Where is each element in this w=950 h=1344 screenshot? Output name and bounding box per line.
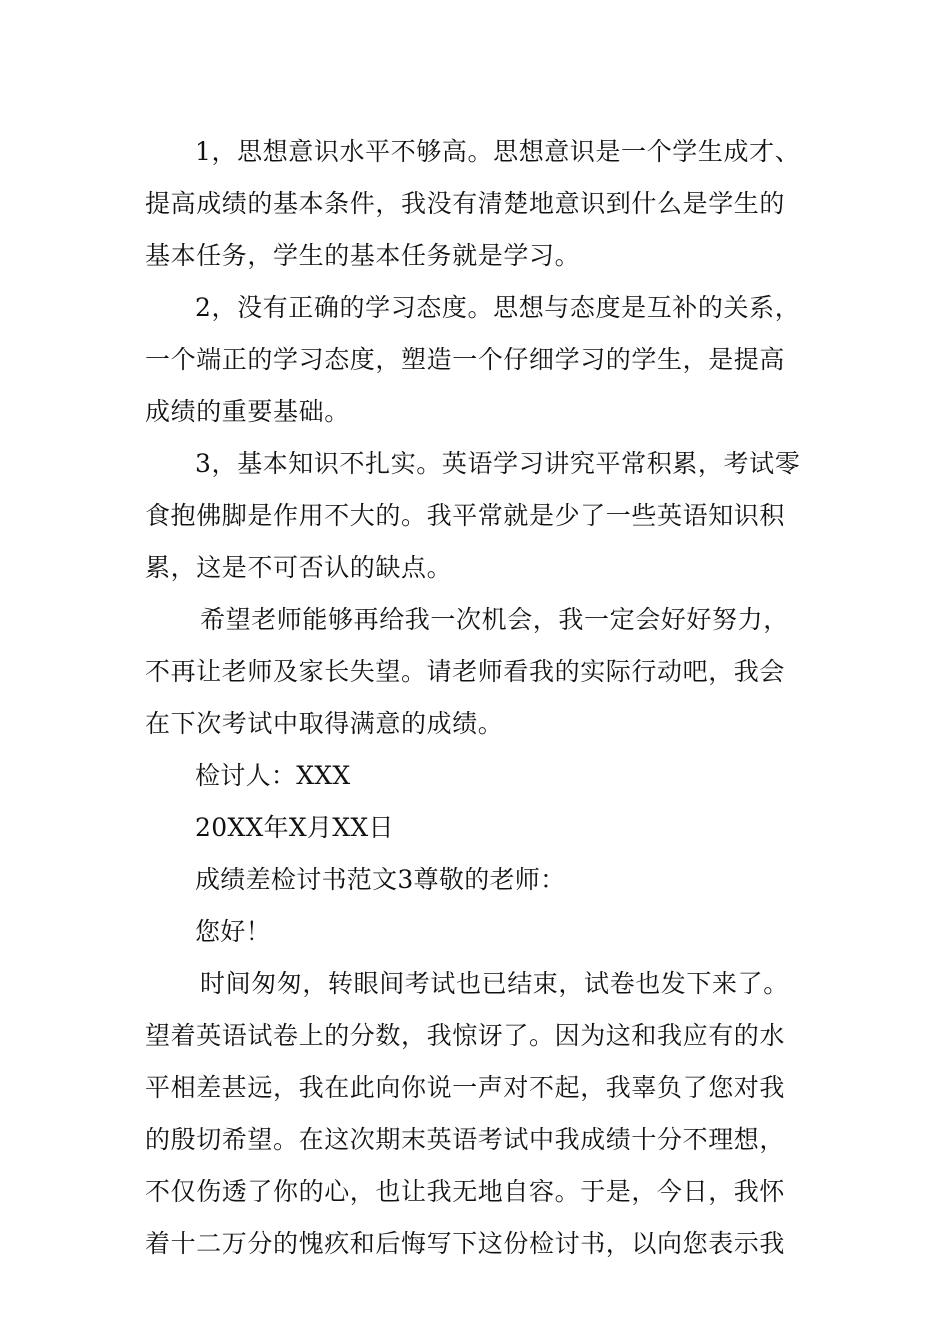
text-line: 食抱佛脚是作用不大的。我平常就是少了一些英语知识积 [145,501,786,530]
text-line: 时间匆匆，转眼间考试也已结束，试卷也发下来了。 [200,969,789,998]
document-body [145,126,811,1270]
paragraph-hope [145,594,811,750]
text-line: 基本任务，学生的基本任务就是学习。 [145,241,581,270]
text-line: 提高成绩的基本条件，我没有清楚地意识到什么是学生的 [145,189,786,218]
signer-line: 检讨人：XXX [195,761,351,790]
text-line: 着十二万分的愧疚和后悔写下这份检讨书，以向您表示我 [145,1229,786,1258]
text-line: 1，思想意识水平不够高。思想意识是一个学生成才、 [195,137,801,166]
paragraph-point-3 [145,438,811,594]
text-line: 平相差甚远，我在此向你说一声对不起，我辜负了您对我 [145,1073,786,1102]
text-line: 希望老师能够再给我一次机会，我一定会好好努力， [200,605,789,634]
text-line: 不再让老师及家长失望。请老师看我的实际行动吧，我会 [145,657,786,686]
text-line: 2，没有正确的学习态度。思想与态度是互补的关系， [195,293,801,322]
paragraph-point-1 [145,126,811,282]
text-line: 不仅伤透了你的心，也让我无地自容。于是，今日，我怀 [145,1177,786,1206]
greeting-line: 您好！ [195,917,271,946]
date-line: 20XX年X月XX日 [195,813,394,842]
text-line: 3，基本知识不扎实。英语学习讲究平常积累，考试零 [195,449,801,478]
text-line: 的殷切希望。在这次期末英语考试中我成绩十分不理想， [145,1125,786,1154]
text-line: 望着英语试卷上的分数，我惊讶了。因为这和我应有的水 [145,1021,786,1050]
section-heading: 成绩差检讨书范文3尊敬的老师： [195,865,566,894]
paragraph-apology [145,958,811,1270]
text-line: 一个端正的学习态度，塑造一个仔细学习的学生，是提高 [145,345,786,374]
text-line: 成绩的重要基础。 [145,397,350,426]
text-line: 累，这是不可否认的缺点。 [145,553,453,582]
paragraph-point-2 [145,282,811,438]
text-line: 在下次考试中取得满意的成绩。 [145,709,504,738]
